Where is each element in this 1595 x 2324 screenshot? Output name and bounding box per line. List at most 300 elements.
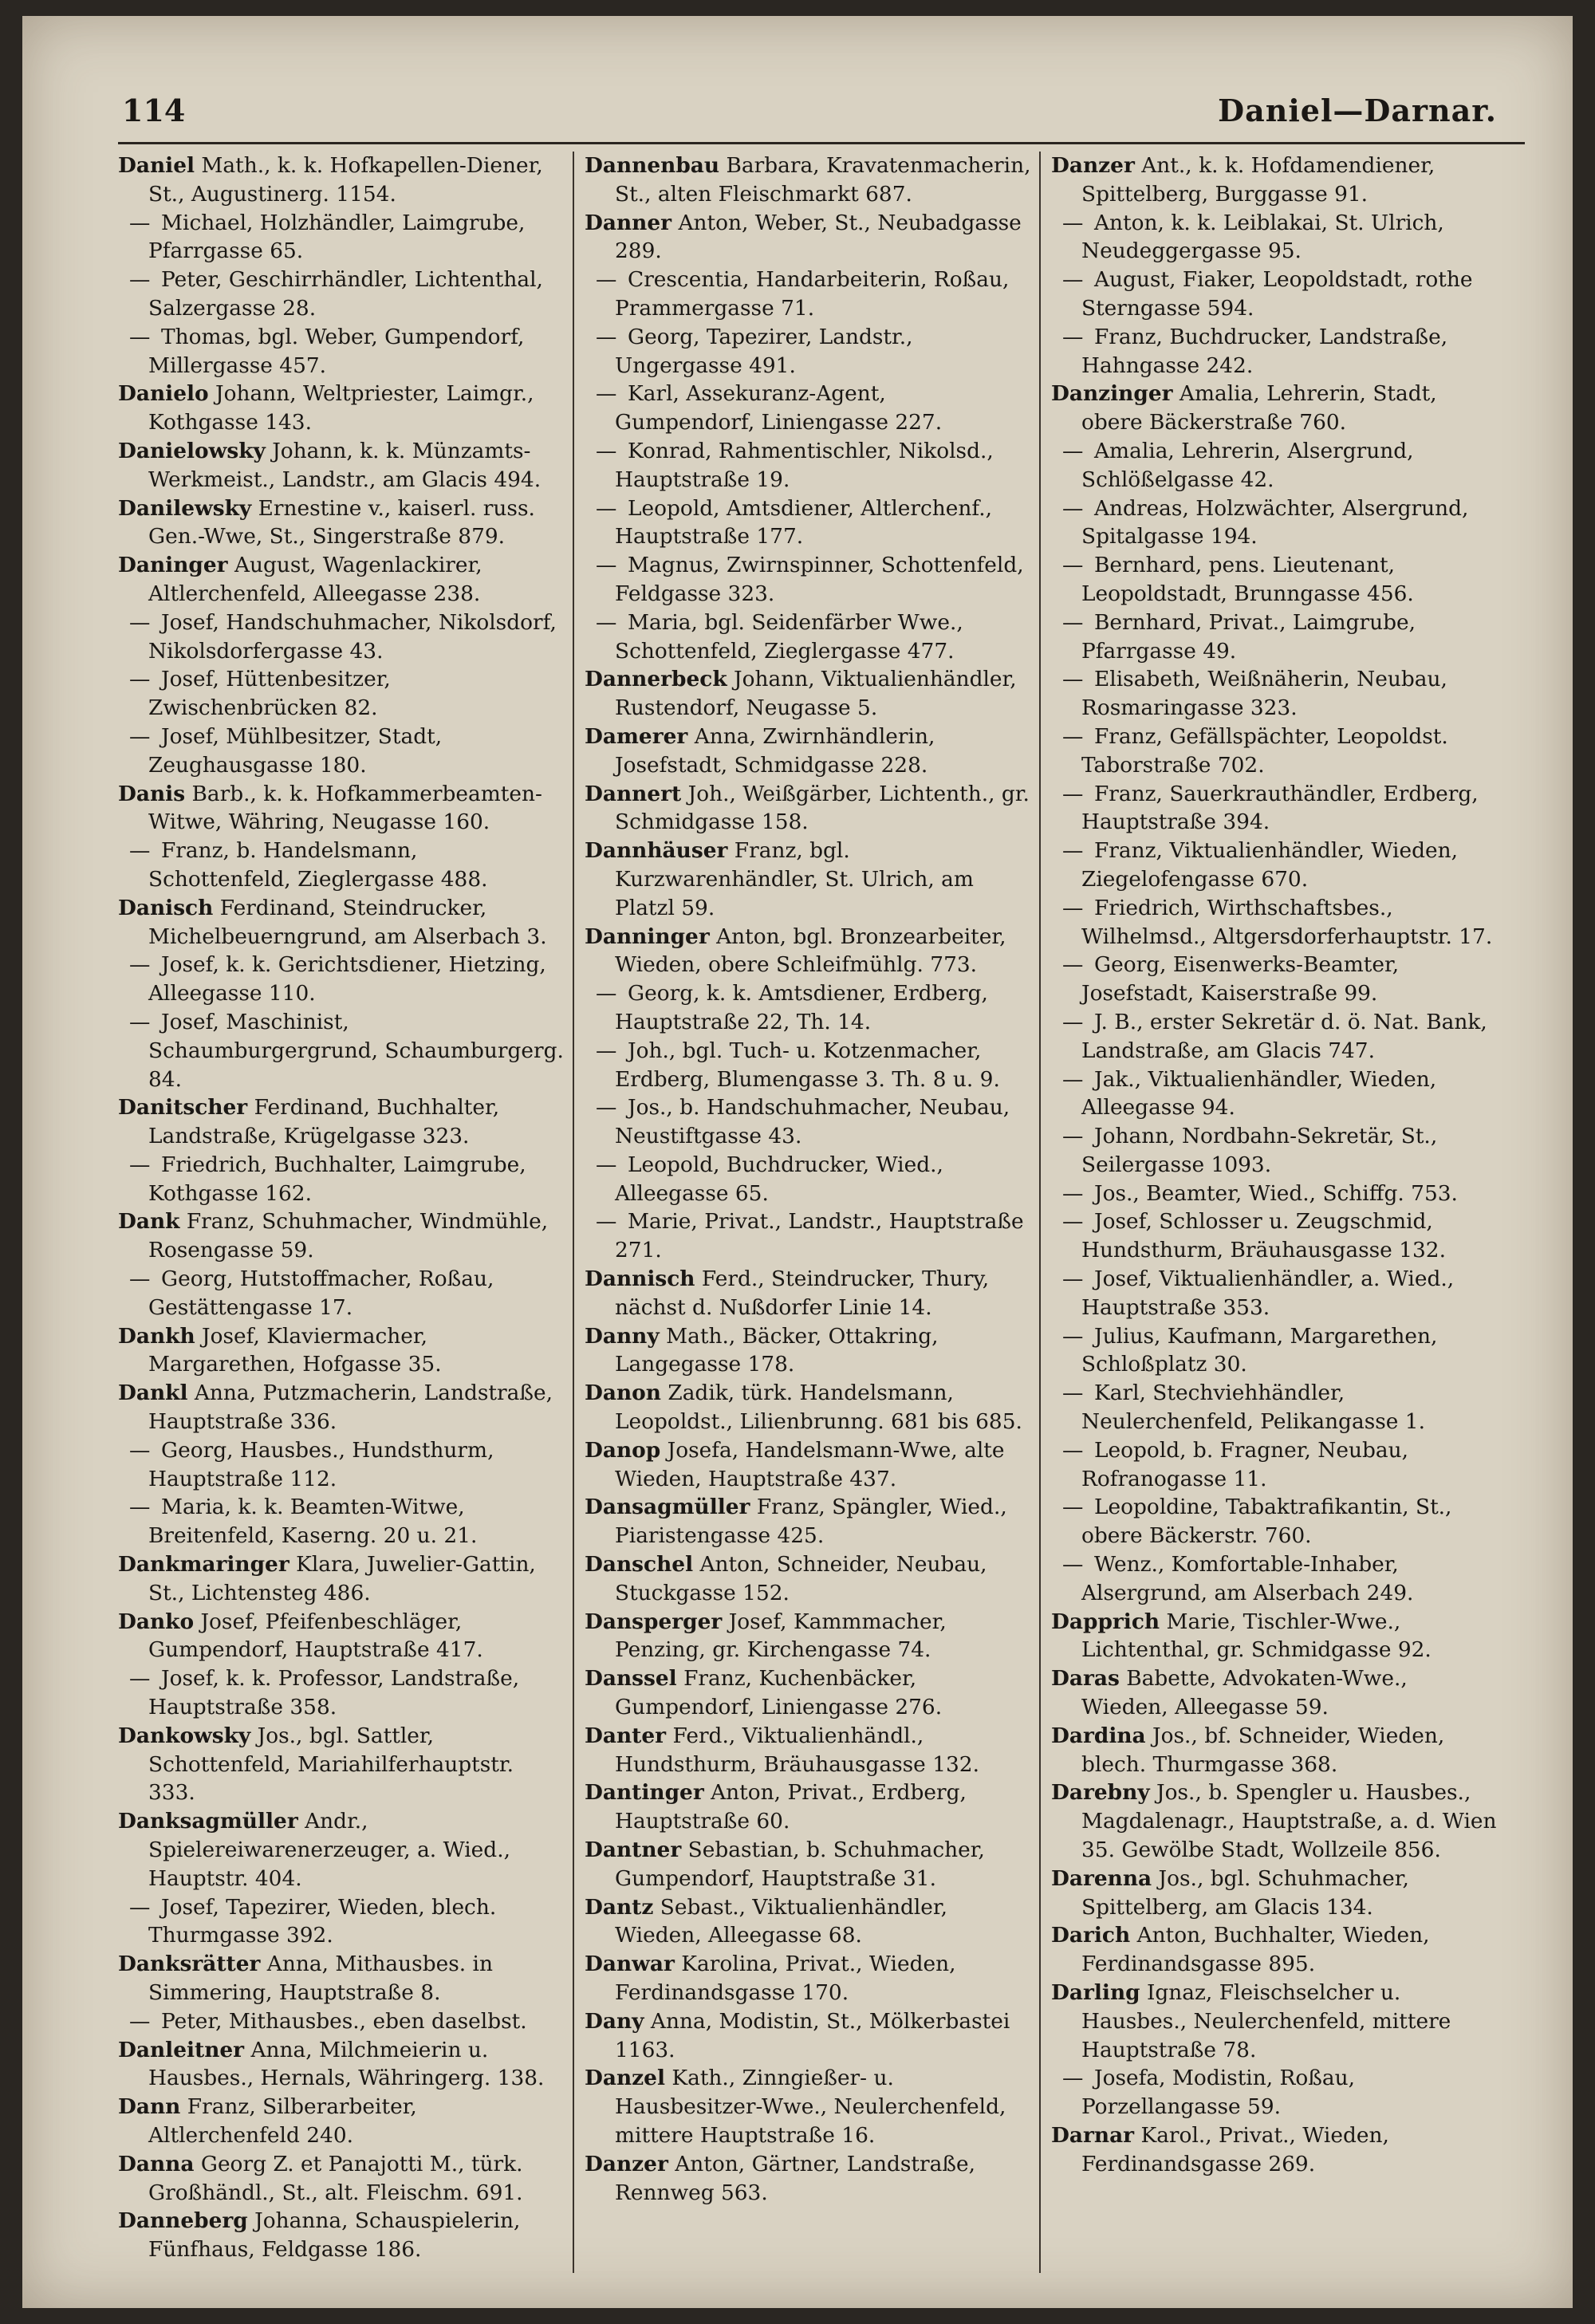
entry-surname: Danzinger — [1051, 381, 1173, 407]
ditto-dash: — — [1062, 1009, 1084, 1034]
ditto-dash: — — [129, 723, 151, 749]
directory-subentry — [585, 1093, 1031, 1151]
entry-surname: Dankh — [118, 1323, 195, 1349]
directory-subentry — [118, 1265, 565, 1322]
entry-details: Josef, Tapezirer, Wieden, blech. Thurmgasse 392. — [148, 1894, 497, 1948]
directory-subentry — [1051, 1550, 1498, 1608]
directory-subentry — [1051, 1322, 1498, 1380]
entry-details: Leopold, Buchdrucker, Wied., Alleegasse 65. — [615, 1152, 943, 1206]
directory-entry — [585, 1950, 1031, 2007]
entry-details: Franz, Spängler, Wied., Piaristengasse 425. — [615, 1495, 1007, 1549]
directory-subentry — [1051, 494, 1498, 552]
ditto-dash: — — [596, 267, 617, 293]
entry-details: Franz, Buchdrucker, Landstraße, Hahngasse 242. — [1081, 324, 1448, 378]
directory-entry — [118, 1722, 565, 1807]
entry-details: Ernestine v., kaiserl. russ. Gen.-Wwe, St., Singerstraße 879. — [148, 495, 535, 549]
directory-entry — [118, 780, 565, 837]
entry-details: Ferd., Steindrucker, Thury, nächst d. Nußdorfer Linie 14. — [615, 1266, 990, 1320]
column-1 — [118, 152, 565, 2264]
ditto-dash: — — [129, 1009, 151, 1034]
entry-surname: Dann — [118, 2094, 181, 2120]
directory-entry — [118, 494, 565, 552]
ditto-dash: — — [596, 1095, 617, 1121]
directory-entry — [118, 1608, 565, 1665]
entry-details: Anton, Weber, St., Neubadgasse 289. — [615, 210, 1022, 264]
directory-entry — [585, 1722, 1031, 1779]
directory-entry — [585, 2007, 1031, 2065]
column-divider — [1039, 152, 1041, 2273]
directory-entry — [118, 1807, 565, 1893]
entry-details: Anna, Zwirnhändlerin, Josefstadt, Schmidgasse 228. — [615, 723, 935, 778]
directory-entry — [118, 1550, 565, 1608]
entry-details: Josef, Handschuhmacher, Nikolsdorf, Nikolsdorfergasse 43. — [148, 609, 557, 664]
entry-details: Andr., Spielereiwarenerzeuger, a. Wied., Hauptstr. 404. — [148, 1809, 510, 1891]
directory-entry — [118, 551, 565, 609]
ditto-dash: — — [129, 2008, 151, 2034]
directory-subentry — [585, 609, 1031, 666]
ditto-dash: — — [596, 495, 617, 521]
ditto-dash: — — [129, 324, 151, 349]
ditto-dash: — — [129, 1495, 151, 1520]
directory-subentry — [1051, 551, 1498, 609]
entry-surname: Darebny — [1051, 1780, 1150, 1806]
directory-entry — [585, 1893, 1031, 1951]
directory-subentry — [1051, 894, 1498, 951]
entry-surname: Dannert — [585, 781, 682, 806]
entry-details: Anton, Buchhalter, Wieden, Ferdinandsgasse 895. — [1081, 1923, 1430, 1977]
column-divider — [573, 152, 574, 2273]
entry-surname: Danssel — [585, 1666, 677, 1692]
directory-entry — [1051, 1778, 1498, 1864]
entry-details: Franz, b. Handelsmann, Schottenfeld, Zieglergasse 488. — [148, 838, 488, 892]
entry-details: August, Fiaker, Leopoldstadt, rothe Sterngasse 594. — [1081, 267, 1473, 321]
directory-subentry — [118, 2007, 565, 2036]
entry-surname: Danzer — [585, 2151, 668, 2176]
entry-surname: Danitscher — [118, 1095, 248, 1121]
entry-surname: Dansperger — [585, 1609, 723, 1634]
directory-entry — [585, 1265, 1031, 1322]
directory-subentry — [1051, 1436, 1498, 1494]
entry-surname: Dantz — [585, 1894, 654, 1920]
ditto-dash: — — [596, 324, 617, 349]
entry-details: J. B., erster Sekretär d. ö. Nat. Bank, Landstraße, am Glacis 747. — [1081, 1009, 1487, 1063]
entry-details: Barb., k. k. Hofkammerbeamten-Witwe, Währing, Neugasse 160. — [148, 781, 542, 835]
directory-entry — [118, 894, 565, 951]
entry-details: Karl, Assekuranz-Agent, Gumpendorf, Liniengasse 227. — [615, 381, 943, 435]
entry-details: Leopold, b. Fragner, Neubau, Rofranogasse 11. — [1081, 1437, 1408, 1491]
entry-details: Georg, Hutstoffmacher, Roßau, Gestättengasse 17. — [148, 1266, 494, 1320]
directory-page — [22, 16, 1573, 2308]
ditto-dash: — — [596, 609, 617, 635]
directory-entry — [1051, 1921, 1498, 1979]
column-2 — [585, 152, 1031, 2207]
directory-subentry — [118, 1493, 565, 1550]
entry-surname: Danko — [118, 1609, 195, 1634]
directory-subentry — [118, 323, 565, 380]
entry-surname: Dantinger — [585, 1780, 704, 1806]
directory-entry — [585, 209, 1031, 266]
directory-entry — [585, 780, 1031, 837]
entry-details: Anna, Milchmeierin u. Hausbes., Hernals, Währingerg. 138. — [148, 2037, 545, 2091]
entry-details: Franz, Silberarbeiter, Altlerchenfeld 240. — [148, 2094, 417, 2148]
entry-details: Maria, bgl. Seidenfärber Wwe., Schottenfeld, Zieglergasse 477. — [615, 609, 963, 664]
entry-details: Georg Z. et Panajotti M., türk. Großhändl., St., alt. Fleischm. 691. — [148, 2151, 523, 2205]
directory-subentry — [118, 951, 565, 1008]
entry-surname: Danneberg — [118, 2208, 248, 2234]
entry-surname: Danleitner — [118, 2037, 245, 2062]
directory-entry — [585, 665, 1031, 723]
ditto-dash: — — [1062, 781, 1084, 806]
entry-details: Klara, Juwelier-Gattin, St., Lichtensteg 486. — [148, 1552, 536, 1605]
entry-details: Thomas, bgl. Weber, Gumpendorf, Millergasse 457. — [148, 324, 525, 378]
entry-details: Anna, Mithausbes. in Simmering, Hauptstraße 8. — [148, 1952, 493, 2005]
directory-entry — [118, 1207, 565, 1265]
entry-surname: Dankowsky — [118, 1723, 251, 1748]
directory-subentry — [1051, 2064, 1498, 2121]
entry-details: Johann, Weltpriester, Laimgr., Kothgasse 143. — [148, 381, 534, 435]
entry-details: Josef, Mühlbesitzer, Stadt, Zeughausgasse 180. — [148, 723, 443, 778]
directory-subentry — [118, 837, 565, 894]
ditto-dash: — — [129, 1437, 151, 1463]
ditto-dash: — — [129, 1894, 151, 1920]
ditto-dash: — — [1062, 838, 1084, 864]
entry-details: Elisabeth, Weißnäherin, Neubau, Rosmaringasse 323. — [1081, 667, 1447, 721]
directory-entry — [118, 2036, 565, 2094]
directory-entry — [1051, 1979, 1498, 2064]
directory-entry — [118, 1379, 565, 1436]
entry-surname: Dankl — [118, 1381, 188, 1406]
entry-details: Kath., Zinngießer- u. Hausbesitzer-Wwe., Neulerchenfeld, mittere Hauptstraße 16. — [615, 2066, 1006, 2148]
entry-details: Sebastian, b. Schuhmacher, Gumpendorf, Hauptstraße 31. — [615, 1838, 985, 1891]
entry-details: Sebast., Viktualienhändler, Wieden, Alleegasse 68. — [615, 1894, 948, 1948]
ditto-dash: — — [1062, 324, 1084, 349]
entry-details: Jos., b. Handschuhmacher, Neubau, Neustiftgasse 43. — [615, 1095, 1010, 1149]
entry-surname: Danielo — [118, 381, 209, 407]
entry-surname: Danzer — [1051, 153, 1135, 178]
entry-details: Magnus, Zwirnspinner, Schottenfeld, Feldgasse 323. — [615, 553, 1024, 606]
entry-details: Crescentia, Handarbeiterin, Roßau, Prammergasse 71. — [615, 267, 1010, 321]
entry-details: Leopoldine, Tabaktrafikantin, St., obere Bäckerstr. 760. — [1081, 1495, 1452, 1549]
entry-details: Konrad, Rahmentischler, Nikolsd., Hauptstraße 19. — [615, 438, 994, 492]
directory-subentry — [585, 494, 1031, 552]
entry-details: Anton, Privat., Erdberg, Hauptstraße 60. — [615, 1780, 967, 1834]
directory-subentry — [118, 209, 565, 266]
entry-surname: Darling — [1051, 1980, 1140, 2005]
ditto-dash: — — [596, 1209, 617, 1235]
directory-subentry — [1051, 609, 1498, 666]
ditto-dash: — — [596, 438, 617, 463]
directory-subentry — [1051, 1180, 1498, 1208]
entry-details: Friedrich, Buchhalter, Laimgrube, Kothgasse 162. — [148, 1152, 526, 1206]
directory-subentry — [585, 380, 1031, 437]
entry-details: Josef, Schlosser u. Zeugschmid, Hundsthurm, Bräuhausgasse 132. — [1081, 1209, 1446, 1263]
entry-details: Joh., Weißgärber, Lichtenth., gr. Schmidgasse 158. — [615, 781, 1030, 835]
directory-entry — [585, 1664, 1031, 1722]
ditto-dash: — — [1062, 495, 1084, 521]
ditto-dash: — — [1062, 1266, 1084, 1292]
directory-subentry — [1051, 437, 1498, 494]
directory-entry — [585, 1436, 1031, 1494]
ditto-dash: — — [1062, 609, 1084, 635]
directory-entry — [1051, 380, 1498, 437]
directory-entry — [1051, 152, 1498, 209]
ditto-dash: — — [1062, 2066, 1084, 2091]
directory-subentry — [118, 665, 565, 723]
directory-entry — [585, 837, 1031, 922]
entry-details: Ignaz, Fleischselcher u. Hausbes., Neulerchenfeld, mittere Hauptstraße 78. — [1081, 1980, 1451, 2062]
entry-details: Jos., bgl. Sattler, Schottenfeld, Mariahilferhauptstr. 333. — [148, 1723, 514, 1806]
entry-details: Karolina, Privat., Wieden, Ferdinandsgasse 170. — [615, 1952, 956, 2005]
entry-details: Johann, Viktualienhändler, Rustendorf, Neugasse 5. — [615, 667, 1017, 721]
entry-details: Josef, Viktualienhändler, a. Wied., Hauptstraße 353. — [1081, 1266, 1455, 1320]
entry-surname: Dantner — [585, 1838, 682, 1863]
directory-entry — [585, 1493, 1031, 1550]
directory-entry — [118, 1322, 565, 1380]
directory-subentry — [1051, 1122, 1498, 1180]
entry-details: Michael, Holzhändler, Laimgrube, Pfarrgasse 65. — [148, 210, 526, 264]
entry-surname: Dankmaringer — [118, 1552, 289, 1578]
entry-details: Josef, Pfeifenbeschläger, Gumpendorf, Hauptstraße 417. — [148, 1609, 483, 1663]
entry-surname: Danisch — [118, 895, 214, 920]
entry-surname: Darenna — [1051, 1865, 1152, 1891]
directory-subentry — [1051, 665, 1498, 723]
entry-details: Math., k. k. Hofkapellen-Diener, St., Augustinerg. 1154. — [148, 153, 543, 207]
ditto-dash: — — [1062, 723, 1084, 749]
directory-entry — [585, 1550, 1031, 1608]
entry-details: Jos., bf. Schneider, Wieden, blech. Thurmgasse 368. — [1081, 1723, 1445, 1777]
ditto-dash: — — [129, 267, 151, 293]
directory-subentry — [1051, 1008, 1498, 1065]
entry-surname: Danon — [585, 1381, 661, 1406]
directory-entry — [585, 1322, 1031, 1380]
entry-details: Ferdinand, Buchhalter, Landstraße, Krügelgasse 323. — [148, 1095, 500, 1149]
ditto-dash: — — [129, 838, 151, 864]
entry-details: Jos., b. Spengler u. Hausbes., Magdalenagr., Hauptstraße, a. d. Wien 35. Gewölbe Stadt, Wollzeile 856. — [1081, 1780, 1497, 1863]
entry-surname: Damerer — [585, 723, 688, 749]
directory-entry — [118, 1093, 565, 1151]
directory-entry — [118, 152, 565, 209]
entry-surname: Dardina — [1051, 1723, 1146, 1748]
directory-subentry — [1051, 1379, 1498, 1436]
entry-details: Wenz., Komfortable-Inhaber, Alsergrund, am Alserbach 249. — [1081, 1552, 1414, 1605]
directory-entry — [118, 380, 565, 437]
ditto-dash: — — [1062, 952, 1084, 978]
directory-subentry — [118, 266, 565, 323]
entry-details: Bernhard, Privat., Laimgrube, Pfarrgasse 49. — [1081, 609, 1416, 664]
directory-entry — [1051, 1722, 1498, 1779]
entry-details: Leopold, Amtsdiener, Altlerchenf., Hauptstraße 177. — [615, 495, 992, 549]
ditto-dash: — — [1062, 267, 1084, 293]
directory-subentry — [118, 723, 565, 780]
entry-details: Anna, Modistin, St., Mölkerbastei 1163. — [615, 2008, 1010, 2062]
directory-entry — [1051, 1664, 1498, 1722]
directory-subentry — [1051, 1265, 1498, 1322]
entry-details: Josef, k. k. Professor, Landstraße, Hauptstraße 358. — [148, 1666, 520, 1720]
entry-surname: Dannisch — [585, 1266, 695, 1292]
entry-surname: Danner — [585, 210, 672, 235]
entry-details: Joh., bgl. Tuch- u. Kotzenmacher, Erdberg, Blumengasse 3. Th. 8 u. 9. — [615, 1038, 1000, 1092]
directory-subentry — [118, 1151, 565, 1208]
entry-details: Franz, Viktualienhändler, Wieden, Ziegelofengasse 670. — [1081, 838, 1458, 892]
entry-details: Josef, Klaviermacher, Margarethen, Hofgasse 35. — [148, 1323, 442, 1377]
directory-subentry — [1051, 209, 1498, 266]
directory-subentry — [1051, 837, 1498, 894]
directory-subentry — [118, 1008, 565, 1093]
entry-details: Johann, Nordbahn-Sekretär, St., Seilergasse 1093. — [1081, 1124, 1438, 1177]
ditto-dash: — — [596, 381, 617, 407]
directory-entry — [585, 923, 1031, 980]
ditto-dash: — — [129, 952, 151, 978]
directory-subentry — [1051, 780, 1498, 837]
ditto-dash: — — [1062, 667, 1084, 692]
directory-subentry — [1051, 1207, 1498, 1265]
directory-entry — [585, 1836, 1031, 1893]
entry-details: Ant., k. k. Hofdamendiener, Spittelberg, Burggasse 91. — [1081, 153, 1436, 207]
ditto-dash: — — [1062, 1124, 1084, 1149]
directory-entry — [118, 2207, 565, 2264]
entry-details: Ferd., Viktualienhändl., Hundsthurm, Bräuhausgasse 132. — [615, 1723, 979, 1777]
directory-subentry — [118, 1893, 565, 1951]
directory-entry — [585, 723, 1031, 780]
entry-details: Franz, Gefällspächter, Leopoldst. Taborstraße 702. — [1081, 723, 1448, 778]
directory-subentry — [1051, 723, 1498, 780]
directory-entry — [585, 152, 1031, 209]
ditto-dash: — — [596, 1152, 617, 1177]
ditto-dash: — — [1062, 1381, 1084, 1406]
ditto-dash: — — [129, 210, 151, 235]
entry-details: Anton, k. k. Leiblakai, St. Ulrich, Neudeggergasse 95. — [1081, 210, 1444, 264]
entry-details: Franz, Kuchenbäcker, Gumpendorf, Liniengasse 276. — [615, 1666, 943, 1720]
ditto-dash: — — [1062, 1209, 1084, 1235]
directory-entry — [118, 2093, 565, 2150]
ditto-dash: — — [1062, 1437, 1084, 1463]
entry-details: Josef, Kammmacher, Penzing, gr. Kirchengasse 74. — [615, 1609, 947, 1663]
entry-details: Peter, Mithausbes., eben daselbst. — [161, 2008, 527, 2034]
running-head: Daniel—Darnar. — [1218, 93, 1497, 128]
entry-details: Babette, Advokaten-Wwe., Wieden, Alleegasse 59. — [1081, 1666, 1408, 1720]
directory-subentry — [118, 1436, 565, 1494]
directory-entry — [585, 2064, 1031, 2149]
entry-details: Ferdinand, Steindrucker, Michelbeuerngrund, am Alserbach 3. — [148, 895, 547, 949]
ditto-dash: — — [129, 667, 151, 692]
entry-surname: Darnar — [1051, 2122, 1135, 2148]
ditto-dash: — — [596, 553, 617, 578]
directory-entry — [585, 1608, 1031, 1665]
entry-surname: Danwar — [585, 1952, 675, 1977]
entry-surname: Danzel — [585, 2066, 665, 2091]
entry-details: Amalia, Lehrerin, Alsergrund, Schlößelgasse 42. — [1081, 438, 1414, 492]
entry-details: Maria, k. k. Beamten-Witwe, Breitenfeld, Kaserng. 20 u. 21. — [148, 1495, 478, 1549]
ditto-dash: — — [596, 981, 617, 1006]
entry-details: Anton, Gärtner, Landstraße, Rennweg 563. — [615, 2151, 975, 2205]
entry-surname: Dany — [585, 2008, 644, 2034]
ditto-dash: — — [129, 1152, 151, 1177]
directory-subentry — [585, 323, 1031, 380]
directory-subentry — [1051, 323, 1498, 380]
entry-details: Georg, Tapezirer, Landstr., Ungergasse 491. — [615, 324, 913, 378]
entry-details: Karol., Privat., Wieden, Ferdinandsgasse 269. — [1081, 2122, 1389, 2176]
ditto-dash: — — [129, 1266, 151, 1292]
ditto-dash: — — [1062, 1552, 1084, 1578]
ditto-dash: — — [1062, 1066, 1084, 1092]
entry-surname: Dannenbau — [585, 153, 720, 178]
entry-details: Josef, Maschinist, Schaumburgergrund, Schaumburgerg. 84. — [148, 1009, 564, 1092]
entry-details: Josefa, Handelsmann-Wwe, alte Wieden, Hauptstraße 437. — [615, 1437, 1005, 1491]
entry-details: Franz, Sauerkrauthändler, Erdberg, Hauptstraße 394. — [1081, 781, 1479, 835]
directory-entry — [1051, 1865, 1498, 1922]
directory-subentry — [1051, 266, 1498, 323]
entry-surname: Dank — [118, 1209, 180, 1235]
entry-details: Zadik, türk. Handelsmann, Leopoldst., Lilienbrunng. 681 bis 685. — [615, 1381, 1022, 1435]
directory-entry — [118, 1950, 565, 2007]
directory-entry — [585, 2150, 1031, 2208]
entry-details: Georg, Eisenwerks-Beamter, Josefstadt, Kaiserstraße 99. — [1081, 952, 1400, 1006]
directory-entry — [1051, 2121, 1498, 2179]
entry-details: Franz, bgl. Kurzwarenhändler, St. Ulrich, am Platzl 59. — [615, 838, 974, 920]
directory-subentry — [1051, 1493, 1498, 1550]
entry-surname: Danter — [585, 1723, 667, 1748]
entry-details: August, Wagenlackirer, Altlerchenfeld, Alleegasse 238. — [148, 553, 482, 606]
entry-surname: Danilewsky — [118, 495, 252, 521]
entry-details: Franz, Schuhmacher, Windmühle, Rosengasse 59. — [148, 1209, 549, 1263]
entry-surname: Dansagmüller — [585, 1495, 750, 1520]
directory-subentry — [585, 1207, 1031, 1265]
directory-subentry — [585, 437, 1031, 494]
entry-details: Jak., Viktualienhändler, Wieden, Alleegasse 94. — [1081, 1066, 1437, 1121]
entry-details: Josef, k. k. Gerichtsdiener, Hietzing, Alleegasse 110. — [148, 952, 546, 1006]
entry-surname: Daninger — [118, 553, 228, 578]
ditto-dash: — — [1062, 210, 1084, 235]
ditto-dash: — — [1062, 1495, 1084, 1520]
entry-surname: Dannhäuser — [585, 838, 728, 864]
entry-details: Anna, Putzmacherin, Landstraße, Hauptstraße 336. — [148, 1381, 553, 1435]
entry-details: Anton, Schneider, Neubau, Stuckgasse 152. — [615, 1552, 987, 1605]
entry-details: Bernhard, pens. Lieutenant, Leopoldstadt, Brunngasse 456. — [1081, 553, 1414, 606]
entry-surname: Daniel — [118, 153, 195, 178]
ditto-dash: — — [1062, 895, 1084, 920]
column-3 — [1051, 152, 1498, 2179]
directory-subentry — [585, 1151, 1031, 1208]
entry-details: Anton, bgl. Bronzearbeiter, Wieden, obere Schleifmühlg. 773. — [615, 924, 1006, 978]
ditto-dash: — — [1062, 438, 1084, 463]
entry-details: Marie, Privat., Landstr., Hauptstraße 271. — [615, 1209, 1024, 1263]
header-rule — [118, 142, 1525, 144]
ditto-dash: — — [1062, 553, 1084, 578]
entry-surname: Dannerbeck — [585, 667, 727, 692]
entry-surname: Daras — [1051, 1666, 1120, 1692]
entry-details: Karl, Stechviehhändler, Neulerchenfeld, Pelikangasse 1. — [1081, 1381, 1425, 1435]
entry-details: Marie, Tischler-Wwe., Lichtenthal, gr. Schmidgasse 92. — [1081, 1609, 1432, 1663]
ditto-dash: — — [129, 1666, 151, 1692]
directory-entry — [118, 437, 565, 494]
directory-entry — [1051, 1608, 1498, 1665]
entry-details: Josefa, Modistin, Roßau, Porzellangasse 59. — [1081, 2066, 1356, 2120]
entry-surname: Danop — [585, 1437, 661, 1463]
ditto-dash: — — [1062, 1323, 1084, 1349]
directory-subentry — [118, 1664, 565, 1722]
directory-subentry — [118, 609, 565, 666]
directory-entry — [585, 1379, 1031, 1436]
entry-details: Jos., Beamter, Wied., Schiffg. 753. — [1094, 1180, 1458, 1206]
entry-surname: Danielowsky — [118, 438, 266, 463]
entry-surname: Danna — [118, 2151, 195, 2176]
entry-details: Georg, Hausbes., Hundsthurm, Hauptstraße 112. — [148, 1437, 494, 1491]
entry-surname: Danis — [118, 781, 186, 806]
entry-surname: Darich — [1051, 1923, 1131, 1948]
directory-subentry — [1051, 951, 1498, 1008]
entry-details: Math., Bäcker, Ottakring, Langegasse 178. — [615, 1323, 939, 1377]
directory-entry — [118, 2150, 565, 2208]
